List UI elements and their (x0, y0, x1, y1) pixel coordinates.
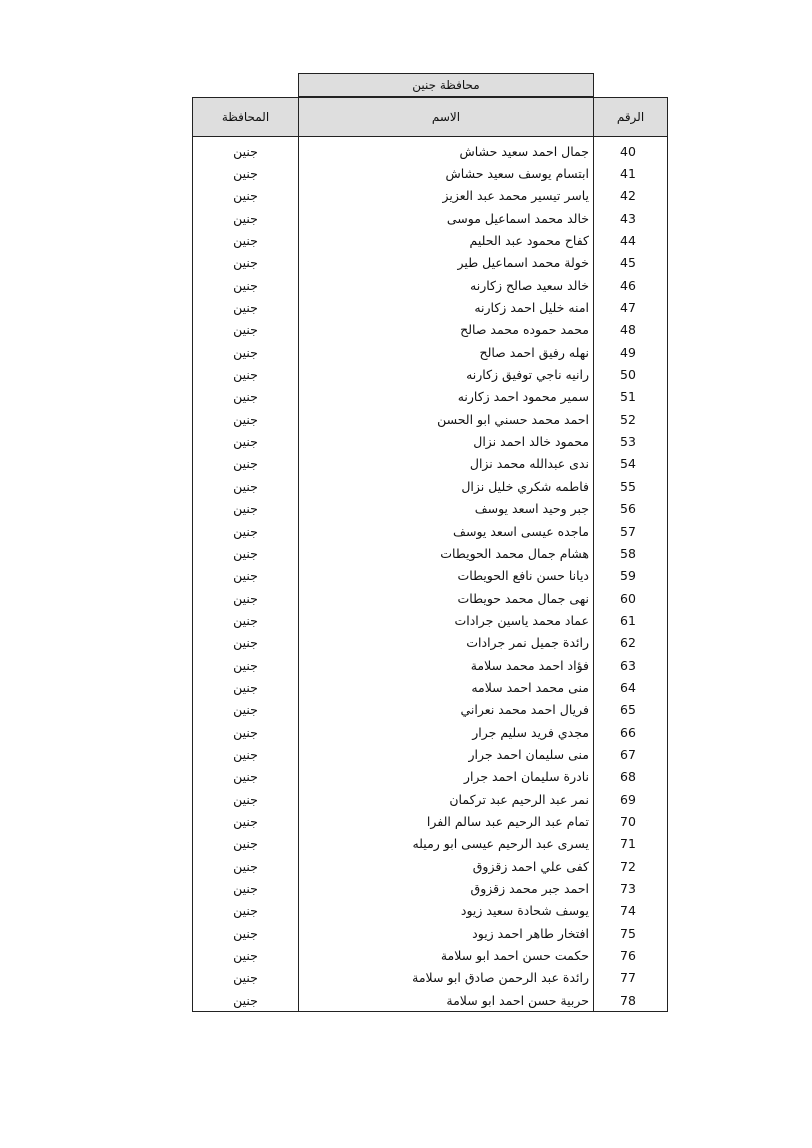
row-name: خولة محمد اسماعيل طير (299, 252, 594, 274)
row-governorate: جنين (193, 229, 299, 251)
row-number: 78 (594, 989, 668, 1012)
row-governorate: جنين (193, 363, 299, 385)
row-governorate: جنين (193, 137, 299, 163)
row-governorate: جنين (193, 699, 299, 721)
row-governorate: جنين (193, 542, 299, 564)
table-row (193, 542, 668, 564)
table-row (193, 162, 668, 184)
row-number: 43 (594, 207, 668, 229)
table-row (193, 430, 668, 452)
table-row (193, 520, 668, 542)
row-number: 44 (594, 229, 668, 251)
row-governorate: جنين (193, 877, 299, 899)
row-name: فريال احمد محمد نعراني (299, 699, 594, 721)
row-governorate: جنين (193, 721, 299, 743)
row-number: 54 (594, 453, 668, 475)
row-name: كفاح محمود عبد الحليم (299, 229, 594, 251)
row-name: خالد سعيد صالح زكارنه (299, 274, 594, 296)
row-name: فؤاد احمد محمد سلامة (299, 654, 594, 676)
row-number: 63 (594, 654, 668, 676)
table-row (193, 296, 668, 318)
row-name: محمد حموده محمد صالح (299, 319, 594, 341)
table-row (193, 766, 668, 788)
row-name: نمر عبد الرحيم عبد تركمان (299, 788, 594, 810)
row-number: 56 (594, 498, 668, 520)
table-title: محافظة جنين (298, 73, 594, 97)
row-name: منى سليمان احمد جرار (299, 743, 594, 765)
table-row (193, 944, 668, 966)
row-number: 60 (594, 587, 668, 609)
row-governorate: جنين (193, 274, 299, 296)
row-number: 76 (594, 944, 668, 966)
row-number: 58 (594, 542, 668, 564)
row-governorate: جنين (193, 408, 299, 430)
table-row (193, 654, 668, 676)
row-governorate: جنين (193, 609, 299, 631)
row-number: 62 (594, 632, 668, 654)
row-name: عماد محمد ياسين جرادات (299, 609, 594, 631)
row-number: 77 (594, 967, 668, 989)
row-name: ابتسام يوسف سعيد حشاش (299, 162, 594, 184)
table-row (193, 341, 668, 363)
row-governorate: جنين (193, 319, 299, 341)
row-number: 74 (594, 900, 668, 922)
header-governorate: المحافظة (193, 98, 299, 137)
row-number: 46 (594, 274, 668, 296)
row-governorate: جنين (193, 855, 299, 877)
row-name: محمود خالد احمد نزال (299, 430, 594, 452)
table-row (193, 319, 668, 341)
row-number: 55 (594, 475, 668, 497)
table-row (193, 252, 668, 274)
row-name: رانيه ناجي توفيق زكارنه (299, 363, 594, 385)
table-row (193, 386, 668, 408)
row-name: منى محمد احمد سلامه (299, 676, 594, 698)
row-governorate: جنين (193, 922, 299, 944)
table-row (193, 609, 668, 631)
row-name: رائدة جميل نمر جرادات (299, 632, 594, 654)
row-name: رائدة عبد الرحمن صادق ابو سلامة (299, 967, 594, 989)
row-governorate: جنين (193, 475, 299, 497)
table-body (193, 137, 668, 1012)
row-governorate: جنين (193, 296, 299, 318)
table-row (193, 989, 668, 1012)
row-name: هشام جمال محمد الحويطات (299, 542, 594, 564)
row-governorate: جنين (193, 185, 299, 207)
table-row (193, 833, 668, 855)
row-name: نهله رفيق احمد صالح (299, 341, 594, 363)
row-governorate: جنين (193, 900, 299, 922)
table-row (193, 475, 668, 497)
row-name: امنه خليل احمد زكارنه (299, 296, 594, 318)
table-row (193, 408, 668, 430)
row-name: افتخار طاهر احمد زيود (299, 922, 594, 944)
table-row (193, 922, 668, 944)
table-row (193, 453, 668, 475)
row-number: 66 (594, 721, 668, 743)
row-name: ندى عبدالله محمد نزال (299, 453, 594, 475)
table-row (193, 363, 668, 385)
row-name: خالد محمد اسماعيل موسى (299, 207, 594, 229)
table-row (193, 185, 668, 207)
row-governorate: جنين (193, 967, 299, 989)
row-number: 70 (594, 810, 668, 832)
table-row (193, 967, 668, 989)
table-row (193, 274, 668, 296)
row-number: 68 (594, 766, 668, 788)
table-row (193, 229, 668, 251)
row-governorate: جنين (193, 944, 299, 966)
row-name: جمال احمد سعيد حشاش (299, 137, 594, 163)
row-number: 64 (594, 676, 668, 698)
row-number: 40 (594, 137, 668, 163)
row-governorate: جنين (193, 743, 299, 765)
table-row (193, 676, 668, 698)
table-row (193, 498, 668, 520)
row-governorate: جنين (193, 833, 299, 855)
table-row (193, 743, 668, 765)
table-row (193, 721, 668, 743)
row-name: حربية حسن احمد ابو سلامة (299, 989, 594, 1012)
row-name: فاطمه شكري خليل نزال (299, 475, 594, 497)
row-governorate: جنين (193, 430, 299, 452)
table-row (193, 207, 668, 229)
table-row (193, 788, 668, 810)
row-number: 42 (594, 185, 668, 207)
row-governorate: جنين (193, 565, 299, 587)
row-governorate: جنين (193, 632, 299, 654)
row-number: 51 (594, 386, 668, 408)
row-number: 45 (594, 252, 668, 274)
row-name: ياسر تيسير محمد عبد العزيز (299, 185, 594, 207)
row-name: يوسف شحادة سعيد زيود (299, 900, 594, 922)
table-row (193, 565, 668, 587)
row-governorate: جنين (193, 162, 299, 184)
row-governorate: جنين (193, 453, 299, 475)
row-governorate: جنين (193, 341, 299, 363)
row-governorate: جنين (193, 252, 299, 274)
row-number: 72 (594, 855, 668, 877)
row-governorate: جنين (193, 498, 299, 520)
row-name: ديانا حسن نافع الحويطات (299, 565, 594, 587)
table-row (193, 137, 668, 163)
table-row (193, 699, 668, 721)
row-name: نادرة سليمان احمد جرار (299, 766, 594, 788)
row-governorate: جنين (193, 810, 299, 832)
row-number: 47 (594, 296, 668, 318)
row-governorate: جنين (193, 989, 299, 1012)
table-header-row (193, 98, 668, 137)
table-row (193, 900, 668, 922)
table-row (193, 877, 668, 899)
row-number: 69 (594, 788, 668, 810)
row-name: جبر وحيد اسعد يوسف (299, 498, 594, 520)
row-number: 71 (594, 833, 668, 855)
names-table (192, 97, 668, 1012)
row-number: 61 (594, 609, 668, 631)
row-number: 52 (594, 408, 668, 430)
row-governorate: جنين (193, 520, 299, 542)
row-name: حكمت حسن احمد ابو سلامة (299, 944, 594, 966)
table-row (193, 632, 668, 654)
row-governorate: جنين (193, 788, 299, 810)
row-governorate: جنين (193, 587, 299, 609)
row-number: 48 (594, 319, 668, 341)
row-number: 65 (594, 699, 668, 721)
header-number: الرقم (594, 98, 668, 137)
row-name: ماجده عيسى اسعد يوسف (299, 520, 594, 542)
row-number: 75 (594, 922, 668, 944)
row-name: مجدي فريد سليم جرار (299, 721, 594, 743)
row-number: 49 (594, 341, 668, 363)
row-number: 73 (594, 877, 668, 899)
row-name: نهى جمال محمد حويطات (299, 587, 594, 609)
row-governorate: جنين (193, 386, 299, 408)
row-number: 57 (594, 520, 668, 542)
row-name: سمير محمود احمد زكارنه (299, 386, 594, 408)
row-governorate: جنين (193, 654, 299, 676)
row-governorate: جنين (193, 676, 299, 698)
row-number: 50 (594, 363, 668, 385)
row-governorate: جنين (193, 207, 299, 229)
table-row (193, 587, 668, 609)
row-number: 41 (594, 162, 668, 184)
header-name: الاسم (299, 98, 594, 137)
row-governorate: جنين (193, 766, 299, 788)
table-row (193, 810, 668, 832)
row-name: تمام عبد الرحيم عبد سالم الفرا (299, 810, 594, 832)
row-number: 67 (594, 743, 668, 765)
row-name: احمد جبر محمد زقزوق (299, 877, 594, 899)
table-row (193, 855, 668, 877)
row-number: 59 (594, 565, 668, 587)
row-name: كفى علي احمد زقزوق (299, 855, 594, 877)
row-number: 53 (594, 430, 668, 452)
row-name: احمد محمد حسني ابو الحسن (299, 408, 594, 430)
row-name: يسرى عبد الرحيم عيسى ابو رميله (299, 833, 594, 855)
